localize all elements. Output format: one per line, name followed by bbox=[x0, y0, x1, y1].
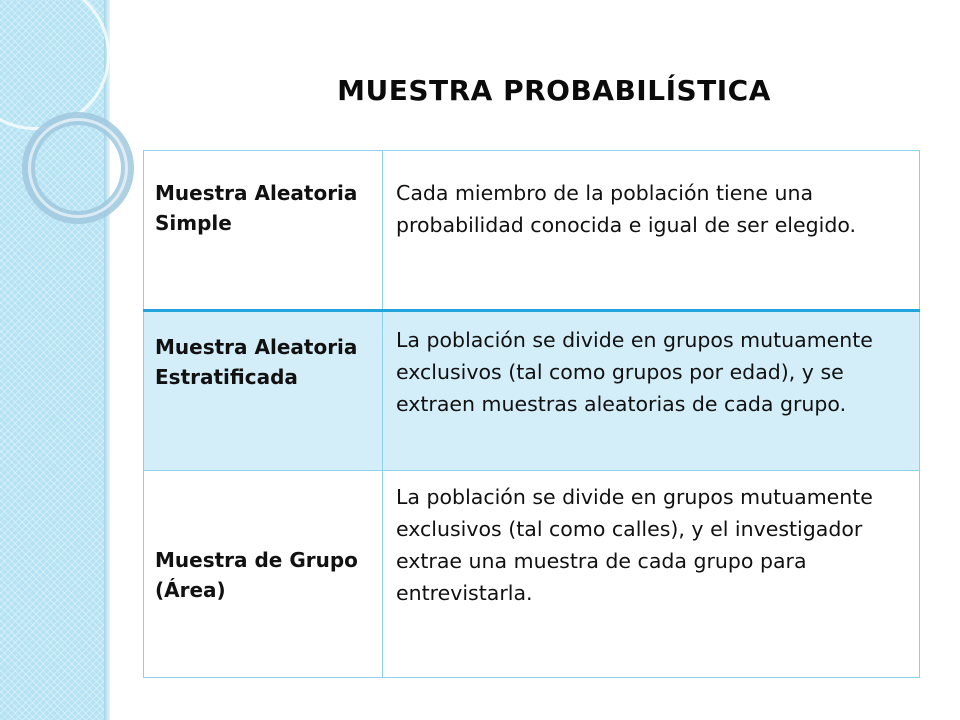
decorative-ring bbox=[28, 118, 128, 218]
definition-cell: La población se divide en grupos mutuamente exclusivos (tal como grupos por edad), y se extraen muestras aleatorias de cada grupo. bbox=[383, 311, 920, 471]
table-row bbox=[144, 471, 920, 678]
page-title: MUESTRA PROBABILÍSTICA bbox=[337, 74, 771, 107]
definition-cell: La población se divide en grupos mutuamente exclusivos (tal como calles), y el investigador extrae una muestra de cada grupo para entrevistarla. bbox=[383, 471, 920, 678]
table-row bbox=[144, 151, 920, 311]
definition-cell: Cada miembro de la población tiene una probabilidad conocida e igual de ser elegido. bbox=[383, 151, 920, 311]
term-cell: Muestra de Grupo (Área) bbox=[144, 471, 383, 678]
term-cell: Muestra Aleatoria Simple bbox=[144, 151, 383, 311]
term-cell: Muestra Aleatoria Estratificada bbox=[144, 311, 383, 471]
sampling-types-table bbox=[143, 150, 920, 678]
side-band-edge bbox=[104, 0, 110, 720]
table-row bbox=[144, 311, 920, 471]
